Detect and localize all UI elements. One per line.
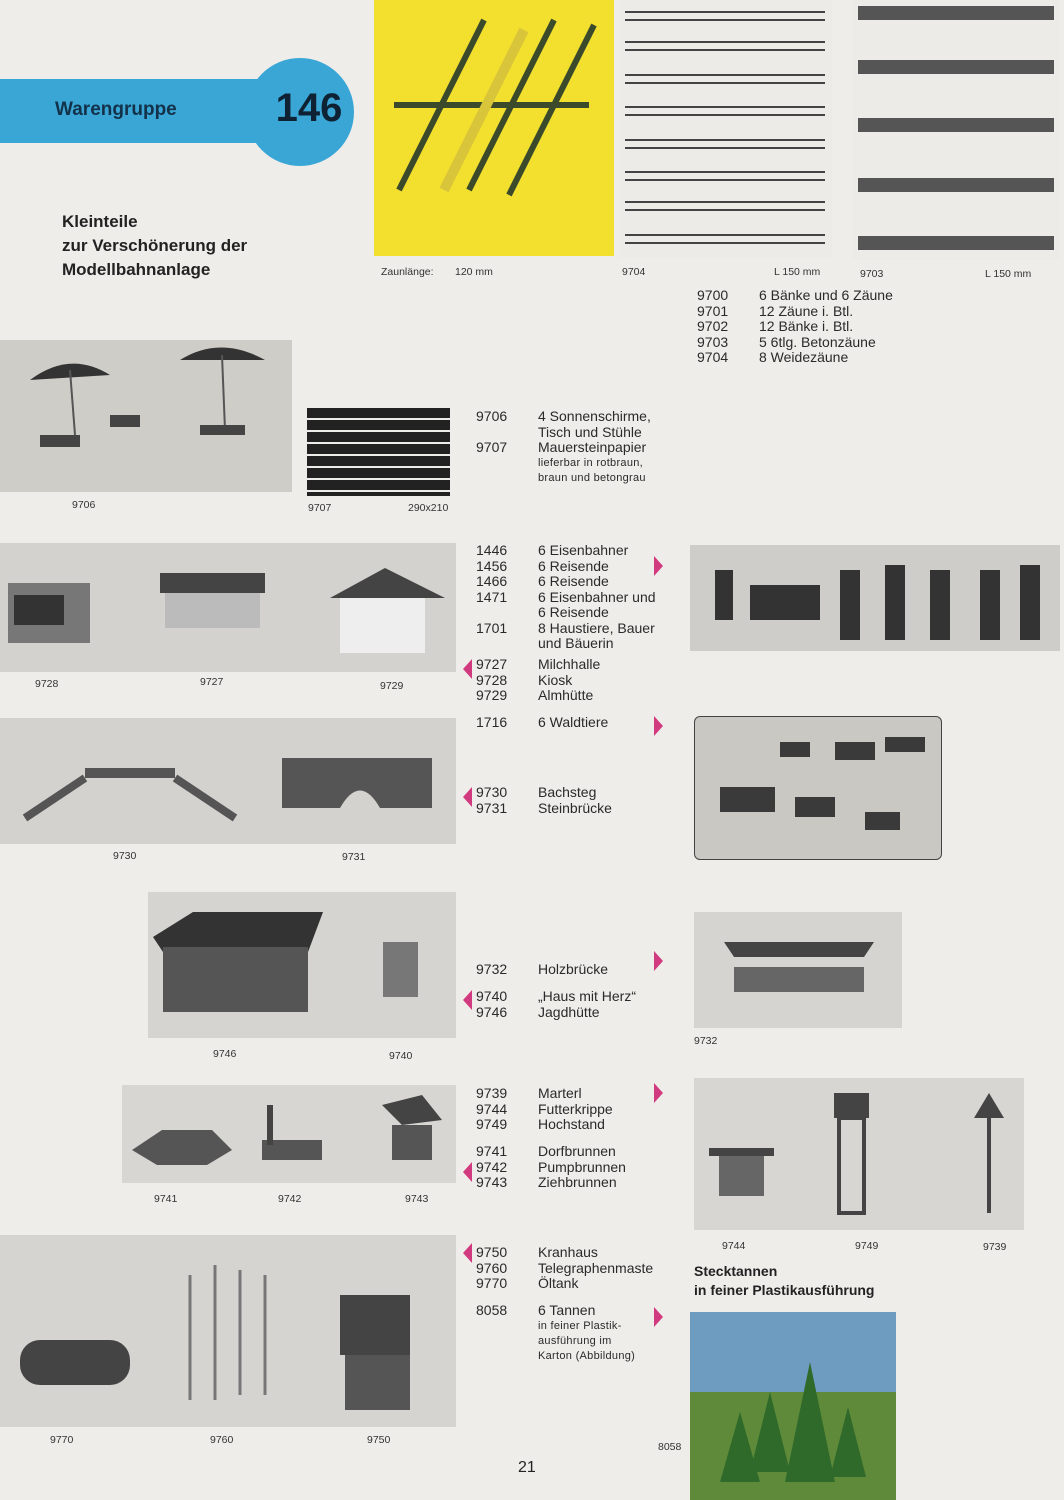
- list-item: 9700 6 Bänke und 6 Zäune: [697, 287, 893, 303]
- list-item: 1701 8 Haustiere, Bauer: [476, 619, 655, 636]
- list-item: 9743 Ziehbrunnen: [476, 1174, 617, 1190]
- caption-9731: 9731: [342, 851, 366, 863]
- list-item: 9706 4 Sonnenschirme,: [476, 408, 651, 424]
- woodbridge-list: [476, 962, 608, 978]
- list-item: 9770 Öltank: [476, 1275, 579, 1291]
- list-item: 1471 6 Eisenbahner und: [476, 588, 656, 605]
- caption-9707: 9707: [308, 502, 332, 514]
- caption-9749: 9749: [855, 1240, 879, 1252]
- stecktannen-line-2: in feiner Plastikausführung: [694, 1282, 875, 1298]
- list-item: 1456 6 Reisende: [476, 557, 609, 574]
- list-item: 9701 12 Zäune i. Btl.: [697, 302, 854, 319]
- list-note: in feiner Plastik-: [538, 1319, 622, 1332]
- stecktannen-line-1: Stecktannen: [694, 1263, 778, 1279]
- list-item: 9740 „Haus mit Herz“: [476, 988, 637, 1004]
- weidezaun-photo: [620, 0, 832, 258]
- list-item: 9731 Steinbrücke: [476, 799, 612, 816]
- caption-9729: 9729: [380, 680, 404, 692]
- title-line-1: Kleinteile: [62, 212, 138, 231]
- arrow-right-icon: [654, 1307, 663, 1327]
- page-title: [62, 210, 247, 282]
- list-item: 8058 6 Tannen: [476, 1302, 596, 1318]
- wells-list: [476, 1144, 626, 1191]
- arrow-left-icon: [463, 1162, 472, 1182]
- caption-9743: 9743: [405, 1193, 429, 1205]
- animals-photo: [694, 716, 942, 860]
- zaunlaenge-label: Zaunlänge:: [381, 266, 434, 278]
- caption-9706: 9706: [72, 499, 96, 511]
- list-item: 9760 Telegraphenmaste: [476, 1259, 654, 1276]
- arrow-right-icon: [654, 716, 663, 736]
- list-item: 9732 Holzbrücke: [476, 961, 609, 977]
- huts-photo: [0, 543, 456, 672]
- list-item: 9749 Hochstand: [476, 1116, 605, 1132]
- caption-9742: 9742: [278, 1193, 302, 1205]
- fence-list: [697, 288, 893, 366]
- arrow-left-icon: [463, 659, 472, 679]
- stecktannen-heading: [694, 1262, 874, 1300]
- list-item: 9750 Kranhaus: [476, 1244, 598, 1260]
- list-note: lieferbar in rotbraun,: [538, 456, 644, 469]
- arrow-left-icon: [463, 787, 472, 807]
- arrow-right-icon: [654, 556, 663, 576]
- bridges-photo: [0, 718, 456, 844]
- caption-9770: 9770: [50, 1434, 74, 1446]
- track-photo: [374, 0, 614, 256]
- trees-list: [476, 1303, 635, 1364]
- caption-9704-length: L 150 mm: [774, 266, 821, 278]
- caption-9760: 9760: [210, 1434, 234, 1446]
- caption-9703-length: L 150 mm: [985, 268, 1032, 280]
- title-line-2: zur Verschönerung der: [62, 236, 248, 255]
- figures-list: [476, 543, 656, 652]
- industry-list: [476, 1245, 653, 1292]
- forest-photo: [694, 1078, 1024, 1230]
- list-item: 1466 6 Reisende: [476, 573, 609, 589]
- caption-9740: 9740: [389, 1050, 413, 1062]
- huts-list: [476, 657, 600, 704]
- list-item: 9741 Dorfbrunnen: [476, 1143, 616, 1159]
- page-number: 21: [518, 1459, 536, 1476]
- caption-9746: 9746: [213, 1048, 237, 1060]
- cabins-photo: [148, 892, 456, 1038]
- list-item: 9727 Milchhalle: [476, 656, 601, 672]
- list-item: 9703 5 6tlg. Betonzäune: [697, 333, 876, 350]
- caption-9703: 9703: [860, 268, 884, 280]
- figures-photo: [690, 545, 1060, 651]
- umbrella-list: [476, 409, 651, 486]
- forest-list: [476, 1086, 613, 1133]
- zaunlaenge-value: 120 mm: [455, 266, 493, 278]
- caption-9739: 9739: [983, 1241, 1007, 1253]
- list-item: 9707 Mauersteinpapier: [476, 439, 647, 455]
- caption-9704: 9704: [622, 266, 646, 278]
- caption-9732: 9732: [694, 1035, 718, 1047]
- group-label: Warengruppe: [55, 99, 177, 120]
- arrow-right-icon: [654, 1083, 663, 1103]
- caption-9750: 9750: [367, 1434, 391, 1446]
- list-item: 1446 6 Eisenbahner: [476, 542, 629, 558]
- list-item: 6 Reisende: [538, 604, 609, 620]
- caption-9728: 9728: [35, 678, 59, 690]
- bridges-list: [476, 785, 612, 816]
- group-number: 146: [275, 86, 343, 130]
- umbrella-photo: [0, 340, 292, 492]
- caption-9744: 9744: [722, 1240, 746, 1252]
- list-item: Tisch und Stühle: [538, 423, 642, 440]
- caption-9727: 9727: [200, 676, 224, 688]
- arrow-right-icon: [654, 951, 663, 971]
- brick-photo: [307, 408, 450, 496]
- caption-8058: 8058: [658, 1441, 682, 1453]
- list-item: und Bäuerin: [538, 635, 614, 651]
- list-item: 9729 Almhütte: [476, 687, 594, 703]
- cabins-list: [476, 989, 636, 1020]
- list-item: 9742 Pumpbrunnen: [476, 1158, 626, 1175]
- wells-photo: [122, 1085, 456, 1183]
- title-line-3: Modellbahnanlage: [62, 260, 211, 279]
- list-item: 9728 Kiosk: [476, 671, 573, 688]
- list-item: 9702 12 Bänke i. Btl.: [697, 318, 854, 334]
- list-note: Karton (Abbildung): [538, 1349, 636, 1362]
- arrow-left-icon: [463, 1243, 472, 1263]
- list-item: 9746 Jagdhütte: [476, 1003, 600, 1020]
- list-item: 9744 Futterkrippe: [476, 1100, 613, 1117]
- caption-9707-size: 290x210: [408, 502, 449, 514]
- animals-list: [476, 715, 608, 731]
- caption-9741: 9741: [154, 1193, 178, 1205]
- list-note: ausführung im: [538, 1334, 612, 1347]
- woodbridge-photo: [694, 912, 902, 1028]
- list-item: 9739 Marterl: [476, 1085, 582, 1101]
- list-item: 9730 Bachsteg: [476, 784, 597, 800]
- list-item: 9704 8 Weidezäune: [697, 349, 849, 365]
- caption-9730: 9730: [113, 850, 137, 862]
- arrow-left-icon: [463, 990, 472, 1010]
- list-item: 1716 6 Waldtiere: [476, 714, 609, 730]
- industry-photo: [0, 1235, 456, 1427]
- betonzaun-photo: [853, 0, 1059, 260]
- trees-photo: [690, 1312, 896, 1500]
- list-note: braun und betongrau: [538, 471, 646, 484]
